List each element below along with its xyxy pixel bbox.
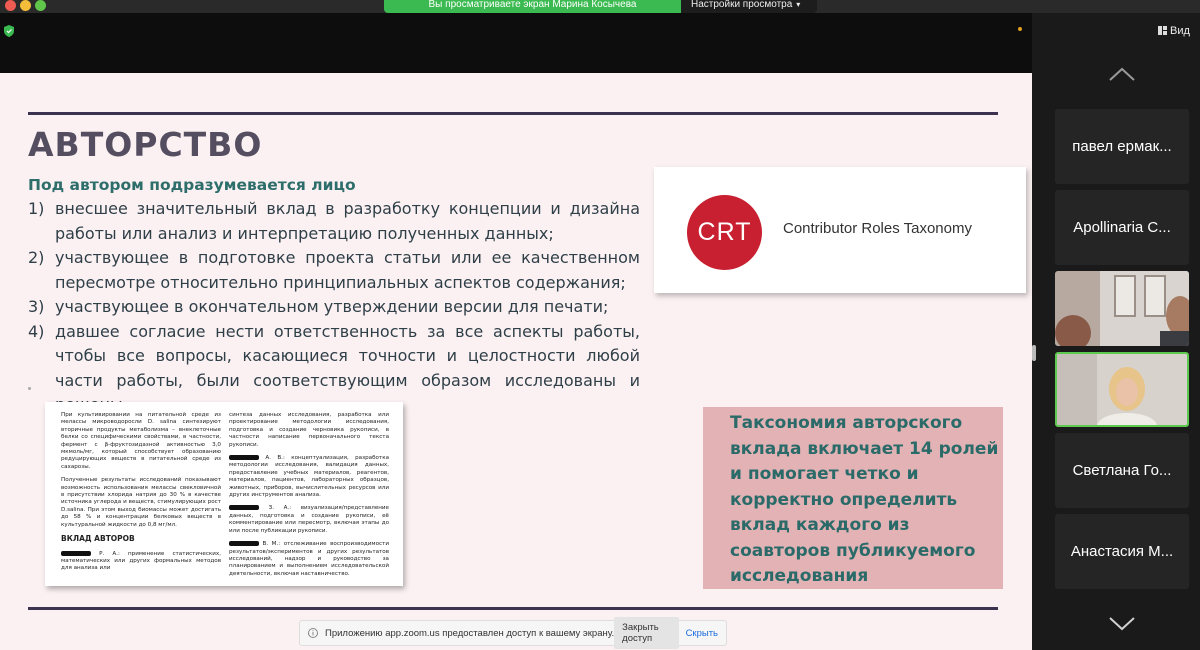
participant-video-tile[interactable] bbox=[1055, 271, 1189, 346]
slide-top-rule bbox=[28, 112, 998, 115]
authorship-criteria-list bbox=[28, 197, 640, 418]
list-item-text: участвующее в подготовке проекта статьи или ее качественном пересмотре относительно принципиальных аспектов содержания; bbox=[55, 248, 640, 292]
list-item-number: 3) bbox=[28, 297, 45, 316]
crt-logo-card bbox=[654, 167, 1026, 293]
redacted-name bbox=[229, 505, 259, 510]
article-section-heading: ВКЛАД АВТОРОВ bbox=[61, 534, 135, 544]
grid-icon bbox=[1158, 26, 1167, 35]
panel-resize-handle[interactable] bbox=[1032, 345, 1036, 361]
article-paragraph bbox=[61, 551, 221, 573]
list-item bbox=[28, 295, 640, 320]
participant-name: павел ермак... bbox=[1072, 138, 1172, 155]
participant-tile[interactable] bbox=[1055, 514, 1189, 589]
participant-tile[interactable] bbox=[1055, 109, 1189, 184]
participant-video-tile-active[interactable] bbox=[1055, 352, 1189, 427]
info-icon bbox=[308, 628, 318, 638]
stop-sharing-button[interactable]: Закрыть доступ bbox=[614, 617, 678, 649]
chevron-down-icon: ▾ bbox=[796, 0, 801, 9]
list-item-text: давшее согласие нести ответственность за все аспекты работы, чтобы все вопросы, касающиеся точности и целостности любой части работы, были соответствующим образом исследованы и bbox=[55, 321, 640, 390]
screen-share-banner: Вы просматриваете экран Марина Косычева bbox=[384, 0, 681, 13]
article-paragraph bbox=[229, 541, 389, 578]
recording-indicator-dot bbox=[1018, 27, 1022, 31]
list-item-number: 4) bbox=[28, 321, 45, 341]
article-paragraph bbox=[229, 505, 389, 535]
article-excerpt bbox=[45, 402, 403, 586]
redacted-name bbox=[229, 541, 259, 546]
list-item-number: 2) bbox=[28, 248, 45, 267]
participant-video bbox=[1057, 354, 1187, 425]
participant-name: Анастасия М... bbox=[1070, 543, 1174, 560]
article-paragraph bbox=[229, 455, 389, 499]
slide-bottom-rule bbox=[28, 607, 998, 610]
participant-name: Светлана Го... bbox=[1072, 462, 1172, 479]
article-paragraph: При культивировании на питательной среде из мелассы микроводоросли D. salina синтезируют вторичные продукты метаболизма – внеклеточные белки со специфическими свойствами, в частности, фермент с β-фруктозидазной активностью 3,0 мкмоль/мг, который способствует образованию редуцирующих веществ в питательной среде из сахарозы. bbox=[61, 412, 221, 470]
article-contribution-text: Р. А.: применение статистических, математических или других формальных методов для анализа или bbox=[61, 550, 221, 572]
redacted-name bbox=[229, 455, 259, 460]
taxonomy-callout: Таксономия авторского вклада включает 14 ролей и помогает четко и корректно определить вклад каждого из соавторов публикуемого исследования bbox=[703, 407, 1003, 589]
bullet-dot bbox=[28, 387, 31, 390]
article-left-column bbox=[61, 412, 221, 579]
hide-notification-button[interactable]: Скрыть bbox=[685, 627, 718, 639]
list-item-text: участвующее в окончательном утверждении версии для печати; bbox=[55, 297, 609, 316]
chevron-down-icon[interactable] bbox=[1108, 616, 1136, 632]
article-paragraph: синтеза данных исследования, разработка или проектирование методологии исследования, подготовка и создание черновика рукописи, в частности написание первоначального текста рукописи. bbox=[229, 412, 389, 448]
chevron-up-icon[interactable] bbox=[1108, 66, 1136, 82]
slide-title: АВТОРСТВО bbox=[28, 125, 263, 164]
shield-icon[interactable] bbox=[4, 25, 14, 37]
participant-tile[interactable] bbox=[1055, 433, 1189, 508]
list-item-text: внесшее значительный вклад в разработку концепции и дизайна работы или анализ и интерпретацию полученных данных; bbox=[55, 199, 640, 243]
article-contribution-text: З. А.: визуализация/представление данных, подготовка и создание рукописи, её комментирование или пересмотр, включая этапы до или после публикации рукописи. bbox=[229, 505, 389, 534]
participant-tile[interactable] bbox=[1055, 190, 1189, 265]
slide-subtitle: Под автором подразумевается лицо bbox=[28, 176, 356, 194]
article-contribution-text: А. В.: концептуализация, разработка методологии исследования, валидация данных, предоставление учебных материалов, реагентов, материалов, пациентов, лабораторных образцов, животных, приборов, вычислительных ресурсов или других инструментов анализа. bbox=[229, 455, 390, 499]
article-right-column bbox=[229, 412, 389, 584]
crt-logo: CRT bbox=[687, 195, 762, 270]
view-button-label: Вид bbox=[1170, 25, 1190, 37]
participant-name: Apollinaria C... bbox=[1073, 219, 1171, 236]
close-window-button[interactable] bbox=[5, 0, 16, 11]
list-item-number: 1) bbox=[28, 199, 45, 218]
notification-message: Приложению app.zoom.us предоставлен доступ к вашему экрану. bbox=[325, 627, 615, 639]
list-item bbox=[28, 246, 640, 295]
crt-label: Contributor Roles Taxonomy bbox=[783, 220, 972, 237]
participant-video bbox=[1055, 271, 1189, 346]
view-settings-label: Настройки просмотра bbox=[691, 0, 793, 10]
redacted-name bbox=[61, 551, 91, 556]
article-contribution-text: В. М.: отслеживание воспроизводимости результатов/экспериментов и других результатов исследований, надзор и руководство за планированием и выполнением исследовательской деятельности, включая наставничество. bbox=[229, 541, 389, 577]
view-settings-button[interactable] bbox=[681, 0, 817, 13]
article-paragraph: Полученные результаты исследований показывают возможность использования мелассы свекловичной в присутствии хлорида натрия до 30 % в качестве источника углерода и веществ, стимулирующих рост D.salina. При этом выход биомассы может достигать до 58 % и концентрации белковых веществ в культуральной жидкости до 0,8 мг/мл. bbox=[61, 477, 221, 528]
shared-slide bbox=[0, 73, 1032, 650]
fullscreen-window-button[interactable] bbox=[35, 0, 46, 11]
minimize-window-button[interactable] bbox=[20, 0, 31, 11]
view-button[interactable] bbox=[1158, 25, 1190, 37]
list-item bbox=[28, 197, 640, 246]
screen-access-notification bbox=[299, 620, 727, 646]
